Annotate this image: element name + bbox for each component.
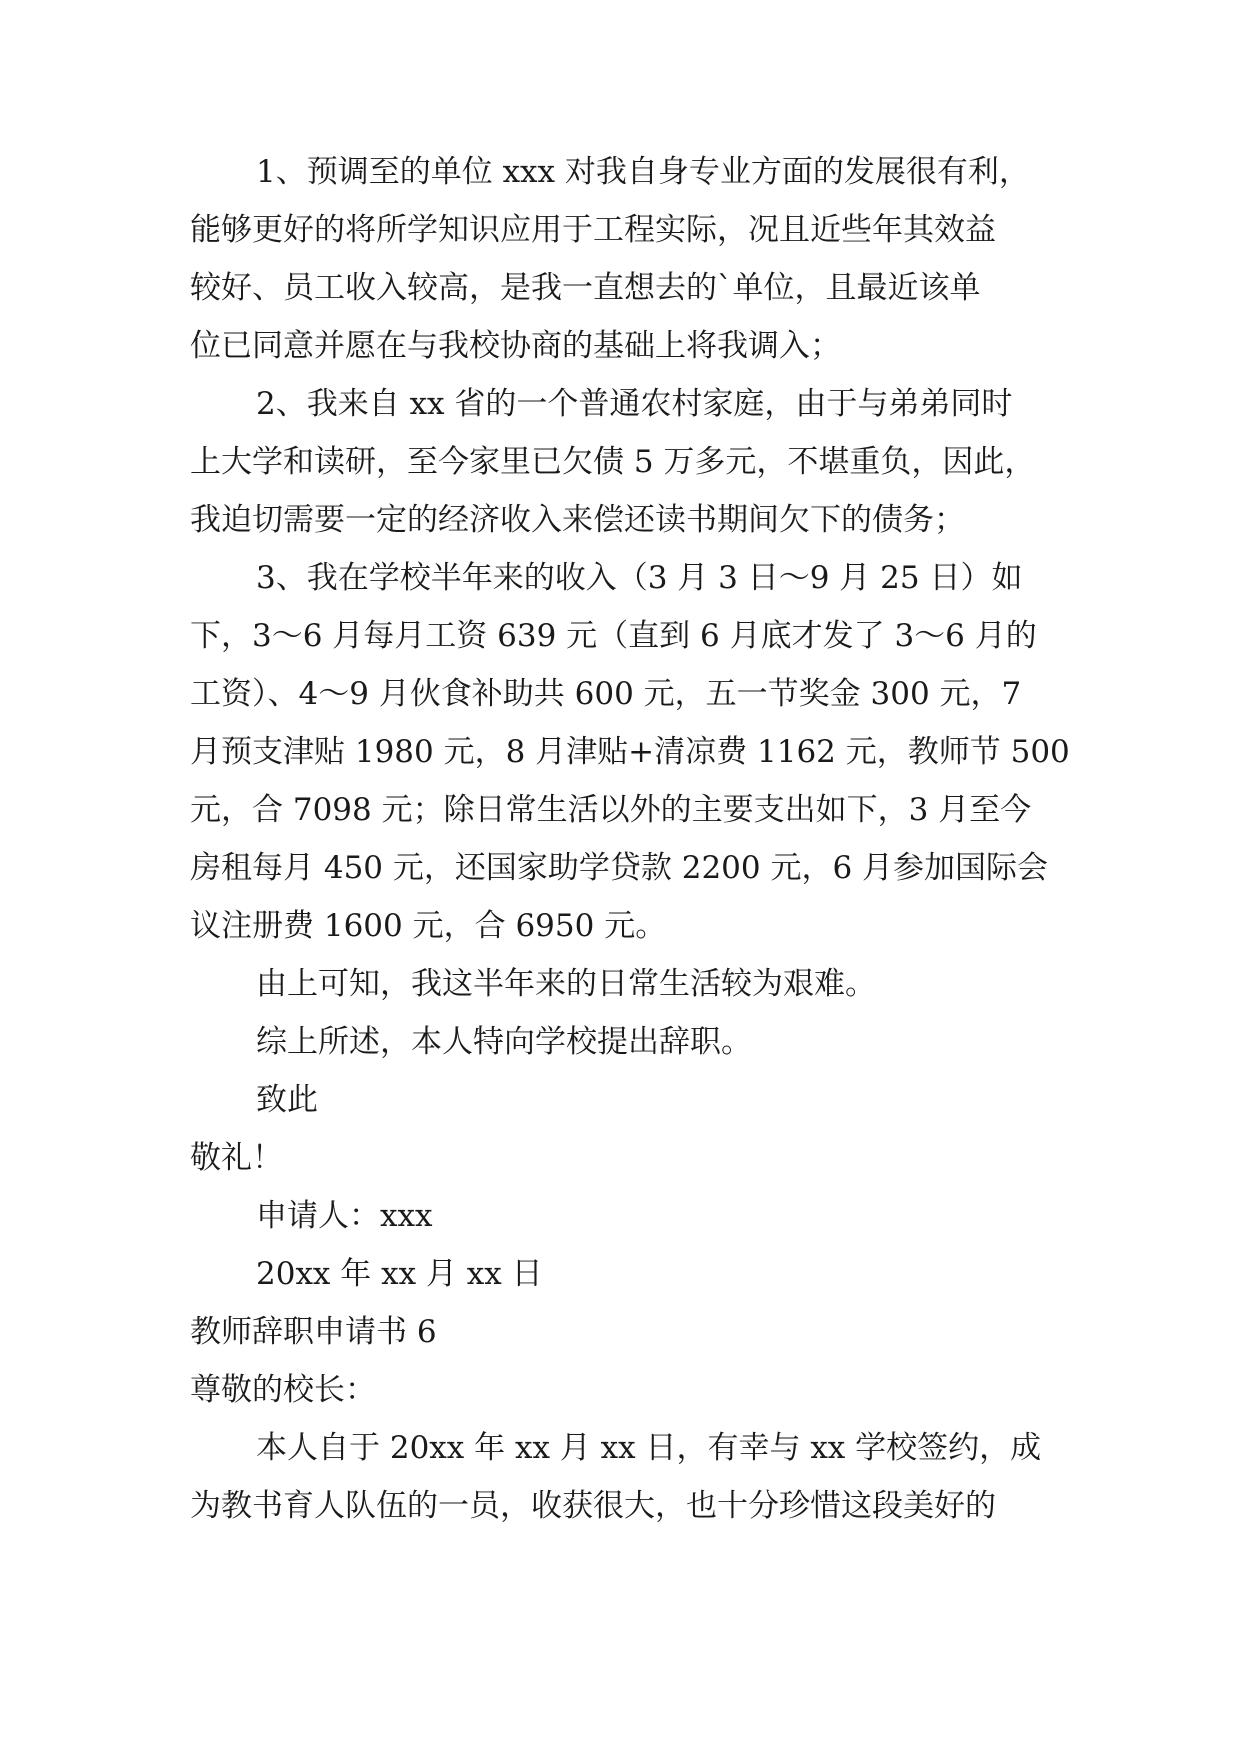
- resignation-statement: 综上所述，本人特向学校提出辞职。: [256, 1024, 752, 1060]
- closing-zhici: 致此: [256, 1082, 318, 1118]
- signature-date: 20xx 年 xx 月 xx 日: [256, 1256, 543, 1292]
- applicant-signature: 申请人：xxx: [256, 1198, 433, 1234]
- paragraph-3-line-6: 房租每月 450 元，还国家助学贷款 2200 元，6 月参加国际会: [190, 850, 1049, 886]
- letter-body-line-2: 为教书育人队伍的一员，收获很大，也十分珍惜这段美好的: [190, 1488, 996, 1524]
- paragraph-2-line-3: 我迫切需要一定的经济收入来偿还读书期间欠下的债务；: [190, 502, 965, 538]
- paragraph-2-line-2: 上大学和读研，至今家里已欠债 5 万多元，不堪重负，因此，: [190, 444, 1036, 480]
- closing-jingli: 敬礼！: [190, 1140, 283, 1176]
- paragraph-1-line-1: 1、预调至的单位 xxx 对我自身专业方面的发展很有利，: [256, 154, 1030, 190]
- letter-body-line-1: 本人自于 20xx 年 xx 月 xx 日，有幸与 xx 学校签约，成: [256, 1430, 1042, 1466]
- section-heading: 教师辞职申请书 6: [190, 1314, 437, 1350]
- conclusion-line: 由上可知，我这半年来的日常生活较为艰难。: [256, 966, 876, 1002]
- paragraph-3-line-4: 月预支津贴 1980 元，8 月津贴+清凉费 1162 元，教师节 500: [190, 734, 1070, 770]
- salutation: 尊敬的校长：: [190, 1372, 376, 1408]
- paragraph-1-line-2: 能够更好的将所学知识应用于工程实际，况且近些年其效益: [190, 212, 996, 248]
- paragraph-3-line-5: 元，合 7098 元；除日常生活以外的主要支出如下，3 月至今: [190, 792, 1032, 828]
- paragraph-2-line-1: 2、我来自 xx 省的一个普通农村家庭，由于与弟弟同时: [256, 386, 1013, 422]
- paragraph-1-line-4: 位已同意并愿在与我校协商的基础上将我调入；: [190, 328, 841, 364]
- paragraph-1-line-3: 较好、员工收入较高，是我一直想去的`单位，且最近该单: [190, 270, 981, 306]
- paragraph-3-line-1: 3、我在学校半年来的收入（3 月 3 日～9 月 25 日）如: [256, 560, 1023, 596]
- paragraph-3-line-7: 议注册费 1600 元，合 6950 元。: [190, 908, 667, 944]
- paragraph-3-line-3: 工资）、4～9 月伙食补助共 600 元，五一节奖金 300 元，7: [190, 676, 1022, 712]
- paragraph-3-line-2: 下，3～6 月每月工资 639 元（直到 6 月底才发了 3～6 月的: [190, 618, 1037, 654]
